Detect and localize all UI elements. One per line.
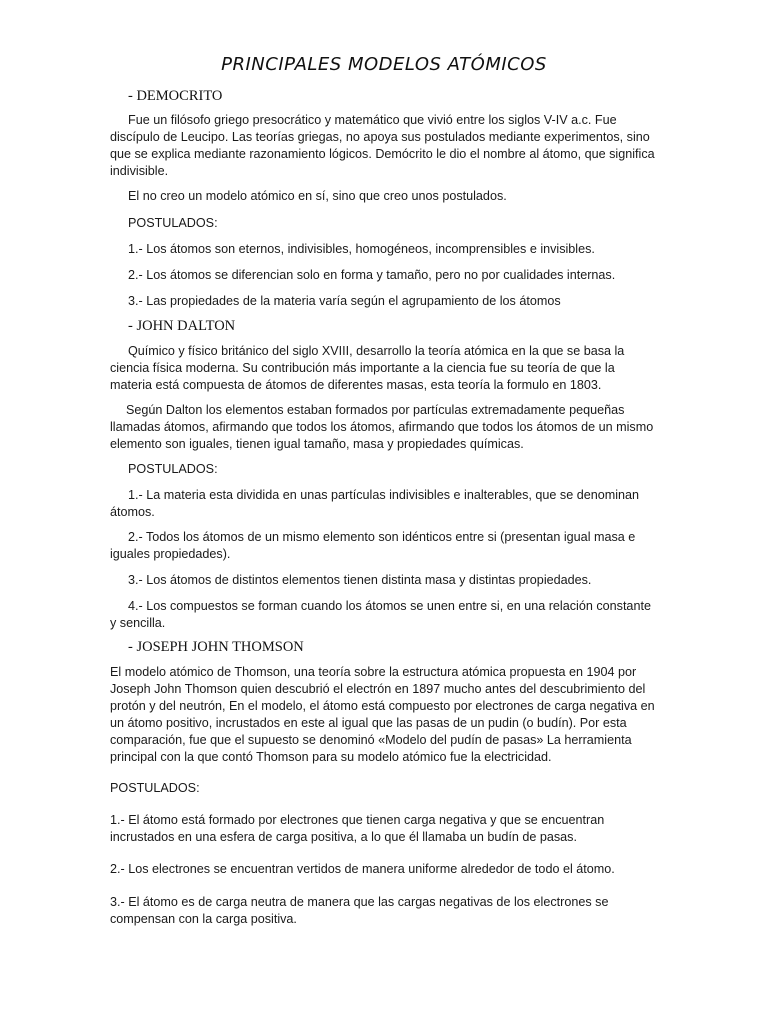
dalton-detail: Según Dalton los elementos estaban formados por partículas extremadamente pequeñas llamadas átomos, afirmando que todos los átomos, afirmando que todos los átomos de un mismo elemento son iguales, tienen igual tamaño, masa y propiedades químicas.: [110, 403, 654, 451]
thomson-postulados-label: POSTULADOS:: [110, 781, 200, 795]
democrito-intro: Fue un filósofo griego presocrático y matemático que vivió entre los siglos V-IV a.c. Fue discípulo de Leucipo. Las teorías griegas, no apoya sus postulados mediante experimentos, sino que se explica mediante razonamiento lógicos. Demócrito le dio el nombre al átomo, que significa indivisible.: [110, 113, 655, 178]
thomson-intro: El modelo atómico de Thomson, una teoría sobre la estructura atómica propuesta en 1904 por Joseph John Thomson quien descubrió el electrón en 1897 mucho antes del descubrimiento del protón y del neutrón, En el modelo, el átomo está compuesto por electrones de carga negativa en un átomo positivo, incrustados en este al igual que las pasas de un pudin (o budín). Por esta comparación, fue que el supuesto se denominó «Modelo del pudín de pasas» La herramienta principal con la que contó Thomson para su modelo atómico fue la electricidad.: [110, 665, 655, 764]
section-heading-thomson: - JOSEPH JOHN THOMSON: [128, 639, 304, 655]
dalton-intro: Químico y físico británico del siglo XVIII, desarrollo la teoría atómica en la que se basa la ciencia física moderna. Su contribución más importante a la ciencia fue su teoría de que la materia está compuesta de átomos de diferentes masas, esta teoría la formulo en 1803.: [110, 344, 625, 392]
thomson-postulado: 3.- El átomo es de carga neutra de manera que las cargas negativas de los electrones se compensan con la carga positiva.: [110, 895, 609, 926]
democrito-postulado: 3.- Las propiedades de la materia varía según el agrupamiento de los átomos: [128, 294, 561, 308]
dalton-postulado: 4.- Los compuestos se forman cuando los átomos se unen entre si, en una relación constante y sencilla.: [110, 599, 651, 630]
page-title: PRINCIPALES MODELOS ATÓMICOS: [221, 54, 547, 75]
dalton-postulado: 1.- La materia esta dividida en unas partículas indivisibles e inalterables, que se denominan átomos.: [110, 488, 640, 519]
democrito-postulado: 2.- Los átomos se diferencian solo en forma y tamaño, pero no por cualidades internas.: [128, 268, 616, 282]
democrito-postulado: 1.- Los átomos son eternos, indivisibles, homogéneos, incomprensibles e invisibles.: [128, 242, 595, 256]
section-heading-democrito: - DEMOCRITO: [128, 88, 223, 104]
thomson-postulado: 2.- Los electrones se encuentran vertidos de manera uniforme alrededor de todo el átomo.: [110, 862, 615, 876]
democrito-note: El no creo un modelo atómico en sí, sino que creo unos postulados.: [128, 189, 507, 203]
democrito-postulados-label: POSTULADOS:: [128, 216, 218, 230]
dalton-postulado: 3.- Los átomos de distintos elementos tienen distinta masa y distintas propiedades.: [128, 573, 592, 587]
dalton-postulado: 2.- Todos los átomos de un mismo elemento son idénticos entre si (presentan igual masa e iguales propiedades).: [110, 530, 636, 561]
section-heading-dalton: - JOHN DALTON: [128, 318, 236, 334]
dalton-postulados-label: POSTULADOS:: [128, 462, 218, 476]
thomson-postulado: 1.- El átomo está formado por electrones que tienen carga negativa y que se encuentran incrustados en una esfera de carga positiva, a lo que él llamaba un budín de pasas.: [110, 813, 605, 844]
